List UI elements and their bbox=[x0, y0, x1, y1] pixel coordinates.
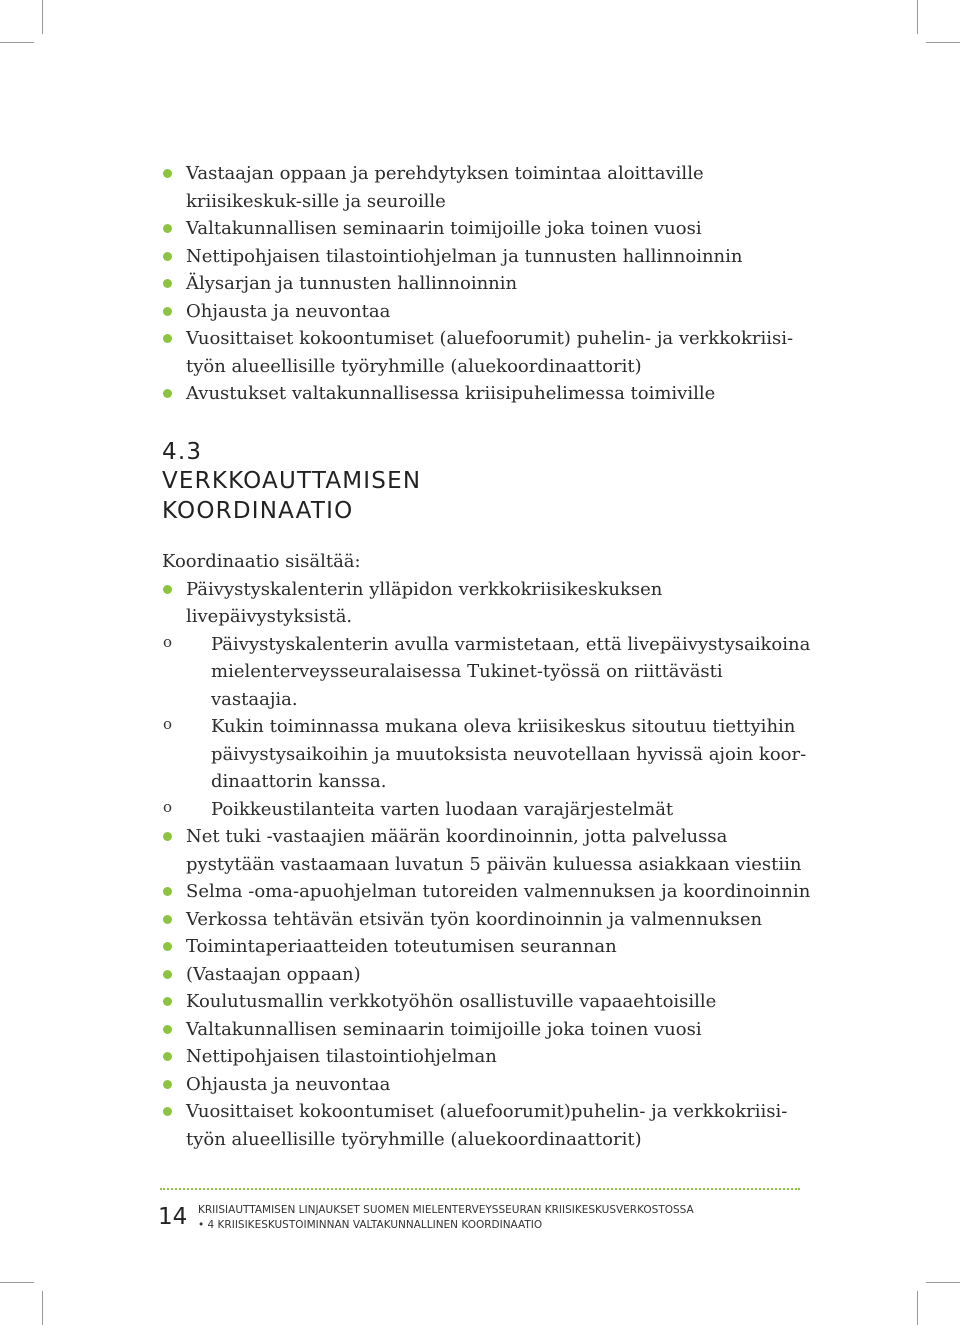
section-heading bbox=[162, 438, 812, 527]
bullet-dot-icon bbox=[163, 832, 172, 841]
list-item-text: Päivystyskalenterin ylläpidon verkkokriisikeskuksen livepäivystyksistä. bbox=[186, 578, 663, 627]
bullet-dot-icon bbox=[163, 169, 172, 178]
list-item bbox=[162, 1016, 812, 1044]
list-item bbox=[162, 215, 812, 243]
sub-list-item-text: Poikkeustilanteita varten luodaan varajärjestelmät bbox=[211, 798, 674, 820]
list-item bbox=[162, 1098, 812, 1153]
list-item bbox=[162, 961, 812, 989]
list-item bbox=[162, 270, 812, 298]
list-item bbox=[162, 933, 812, 961]
section-intro: Koordinaatio sisältää: bbox=[162, 551, 361, 572]
list-item-text: Vuosittaiset kokoontumiset (aluefoorumit)puhelin- ja verkkokriisi-työn alueellisille työryhmille (aluekoordinaattorit) bbox=[186, 1101, 788, 1150]
bullet-dot-icon bbox=[163, 942, 172, 951]
list-item-text: Net tuki -vastaajien määrän koordinoinnin, jotta palvelussa pystytään vastaamaan luvatun 5 päivän kuluessa asiakkaan viestiin bbox=[186, 826, 802, 875]
list-item bbox=[162, 298, 812, 326]
section-title: KOORDINAATIO bbox=[162, 497, 354, 524]
bullet-dot-icon bbox=[163, 970, 172, 979]
list-item bbox=[162, 380, 812, 408]
bullet-dot-icon bbox=[163, 915, 172, 924]
crop-mark bbox=[926, 1282, 960, 1283]
sub-list-item bbox=[162, 631, 812, 714]
bullet-dot-icon bbox=[163, 1025, 172, 1034]
sub-bullet-marker: o bbox=[163, 797, 173, 816]
list-item bbox=[162, 243, 812, 271]
list-item-text: Älysarjan ja tunnusten hallinnoinnin bbox=[186, 273, 518, 294]
list-item-text: Avustukset valtakunnallisessa kriisipuhelimessa toimiville bbox=[186, 383, 716, 404]
list-item-text: Selma -oma-apuohjelman tutoreiden valmennuksen ja koordinoinnin bbox=[186, 881, 811, 902]
sub-list-item-text: Kukin toiminnassa mukana oleva kriisikeskus sitoutuu tiettyihin päivystysaikoihin ja muutoksista neuvotellaan hyvissä ajoin koor-dinaattorin kanssa. bbox=[211, 716, 807, 792]
footer-chapter-title: • 4 KRIISIKESKUSTOIMINNAN VALTAKUNNALLINEN KOORDINAATIO bbox=[198, 1219, 543, 1231]
sub-list-item-text: Päivystyskalenterin avulla varmistetaan, että livepäivystysaikoina mielenterveysseuralaisessa Tukinet-työssä on riittävästi vastaajia. bbox=[211, 633, 811, 710]
bullet-dot-icon bbox=[163, 1080, 172, 1089]
list-item-text: Verkossa tehtävän etsivän työn koordinoinnin ja valmennuksen bbox=[186, 908, 763, 930]
section-title: VERKKOAUTTAMISEN bbox=[162, 468, 422, 494]
bullet-dot-icon bbox=[163, 307, 172, 316]
main-bullet-list bbox=[162, 576, 812, 631]
bullet-dot-icon bbox=[163, 389, 172, 398]
bullet-dot-icon bbox=[163, 252, 172, 261]
bullet-dot-icon bbox=[163, 224, 172, 233]
sub-bullet-marker: o bbox=[163, 715, 173, 733]
bullet-dot-icon bbox=[163, 334, 172, 343]
crop-mark bbox=[0, 1282, 34, 1283]
list-item-text: Valtakunnallisen seminaarin toimijoille joka toinen vuosi bbox=[186, 218, 702, 239]
bullet-dot-icon bbox=[163, 279, 172, 288]
section-number: 4.3 bbox=[162, 438, 203, 465]
main-bullet-list-continued bbox=[162, 823, 812, 1153]
footer-publication-title: KRIISIAUTTAMISEN LINJAUKSET SUOMEN MIELENTERVEYSSEURAN KRIISIKESKUSVERKOSTOSSA bbox=[198, 1204, 694, 1216]
bullet-dot-icon bbox=[163, 997, 172, 1006]
list-item bbox=[162, 576, 812, 631]
crop-mark bbox=[0, 42, 34, 43]
crop-mark bbox=[917, 0, 918, 34]
list-item-text: Vuosittaiset kokoontumiset (aluefoorumit) puhelin- ja verkkokriisi-työn alueellisille työryhmille (aluekoordinaattorit) bbox=[186, 328, 794, 377]
list-item-text: Ohjausta ja neuvontaa bbox=[186, 300, 391, 322]
footer-divider bbox=[160, 1188, 800, 1190]
sub-list-item bbox=[162, 796, 812, 824]
sub-bullet-marker: o bbox=[163, 632, 173, 651]
list-item bbox=[162, 988, 812, 1016]
list-item-text: Vastaajan oppaan ja perehdytyksen toimintaa aloittaville kriisikeskuk-sille ja seuroille bbox=[186, 163, 704, 212]
list-item bbox=[162, 325, 812, 380]
top-bullet-list bbox=[162, 160, 812, 408]
bullet-dot-icon bbox=[163, 585, 172, 594]
list-item bbox=[162, 878, 812, 906]
bullet-dot-icon bbox=[163, 1107, 172, 1116]
list-item-text: Toimintaperiaatteiden toteutumisen seurannan bbox=[186, 936, 617, 957]
list-item-text: (Vastaajan oppaan) bbox=[186, 963, 361, 985]
crop-mark bbox=[42, 1291, 43, 1325]
sub-list bbox=[162, 631, 812, 824]
list-item bbox=[162, 823, 812, 878]
list-item-text: Nettipohjaisen tilastointiohjelman bbox=[186, 1046, 497, 1067]
list-item bbox=[162, 906, 812, 934]
crop-mark bbox=[917, 1291, 918, 1325]
page-number: 14 bbox=[158, 1204, 188, 1230]
list-item-text: Nettipohjaisen tilastointiohjelman ja tunnusten hallinnoinnin bbox=[186, 245, 743, 267]
running-footer bbox=[198, 1203, 694, 1233]
crop-mark bbox=[926, 42, 960, 43]
list-item-text: Koulutusmallin verkkotyöhön osallistuville vapaaehtoisille bbox=[186, 991, 717, 1012]
crop-mark bbox=[42, 0, 43, 34]
list-item-text: Valtakunnallisen seminaarin toimijoille joka toinen vuosi bbox=[186, 1018, 702, 1040]
bullet-dot-icon bbox=[163, 1052, 172, 1061]
list-item-text: Ohjausta ja neuvontaa bbox=[186, 1073, 391, 1095]
page-content bbox=[162, 160, 812, 1153]
list-item bbox=[162, 160, 812, 215]
bullet-dot-icon bbox=[163, 887, 172, 896]
sub-list-item bbox=[162, 713, 812, 796]
list-item bbox=[162, 1071, 812, 1099]
list-item bbox=[162, 1043, 812, 1071]
